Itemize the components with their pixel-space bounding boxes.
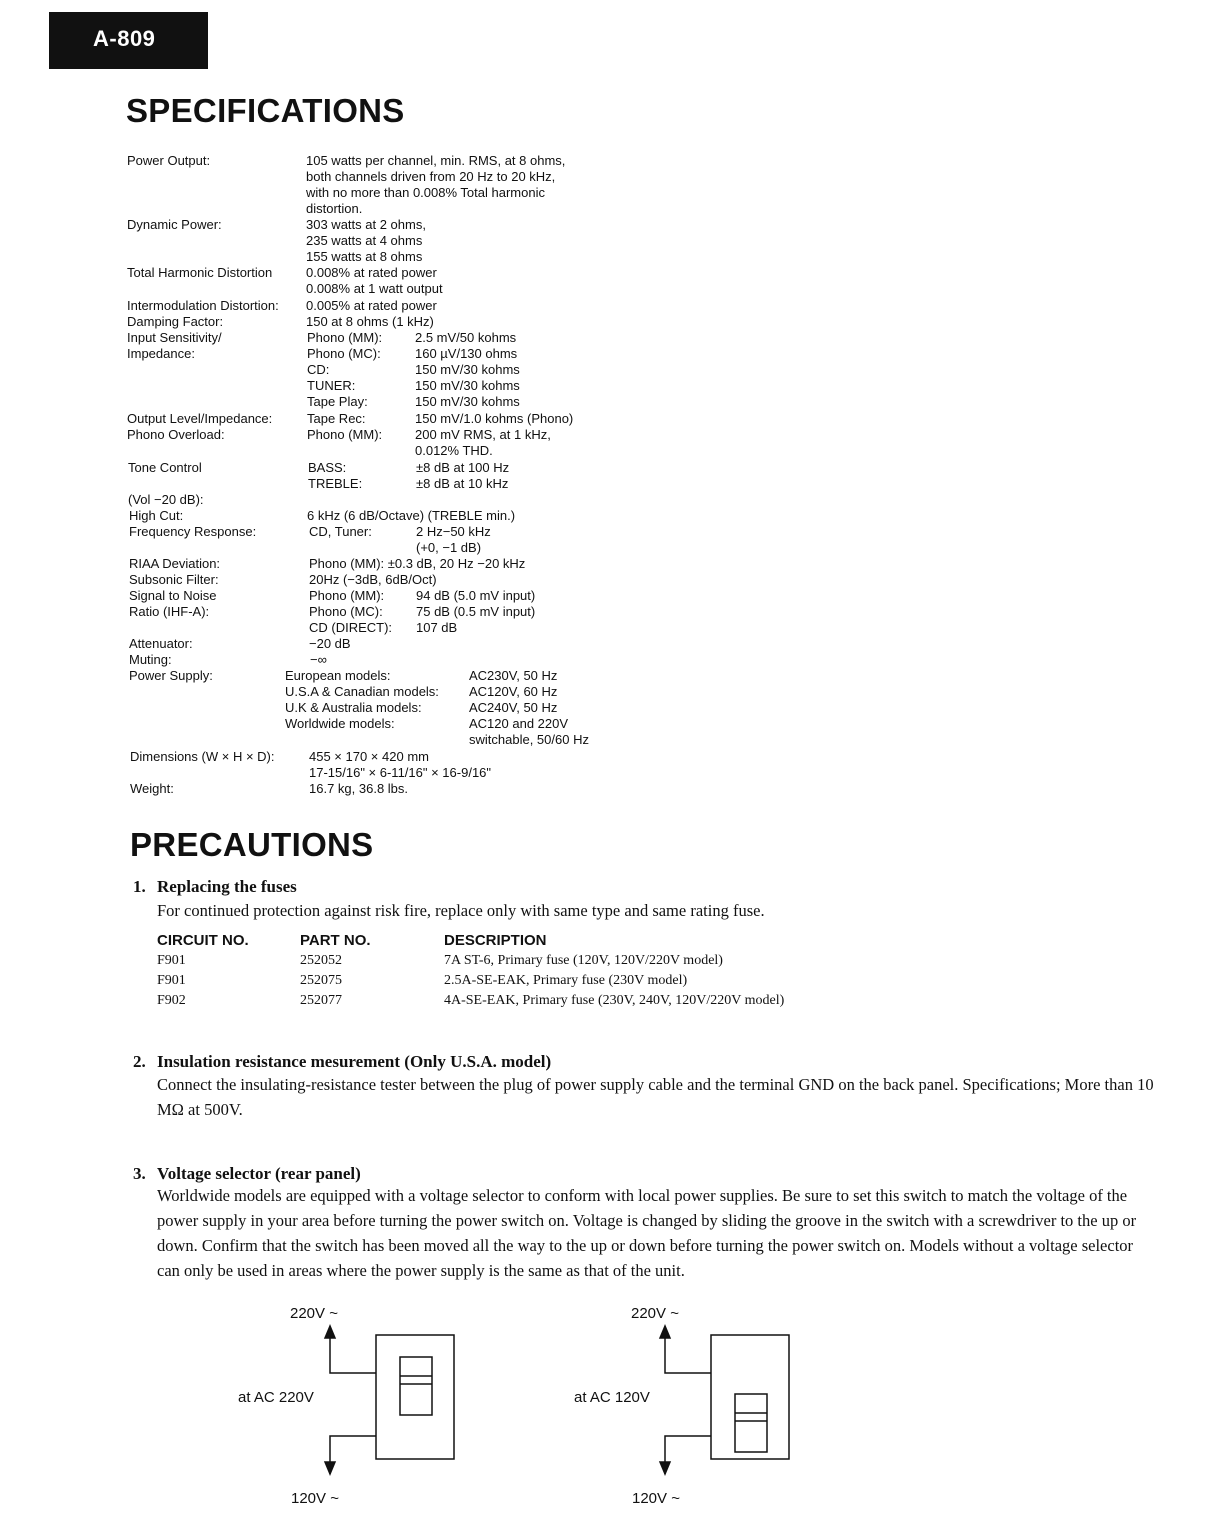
lead-line-upper — [665, 1338, 711, 1373]
spec-label — [130, 781, 174, 797]
spec-label — [129, 572, 219, 588]
spec-sub-value: 0.012% THD. — [415, 443, 493, 458]
spec-value-line: 0.005% at rated power — [306, 298, 437, 313]
spec-value — [307, 508, 515, 524]
spec-value-line: −20 dB — [309, 636, 351, 651]
switch-plate — [711, 1335, 789, 1459]
spec-sub-key: Phono (MC): — [309, 604, 383, 619]
spec-value — [306, 217, 426, 265]
spec-label-line: Subsonic Filter: — [129, 572, 219, 587]
diagram-top-label: 220V ~ — [631, 1305, 679, 1322]
lead-line-lower — [665, 1436, 711, 1474]
spec-sub-value: 107 dB — [416, 620, 458, 635]
spec-label-line: Frequency Response: — [129, 524, 257, 539]
fuse-cell-description: 2.5A-SE-EAK, Primary fuse (230V model) — [444, 973, 688, 988]
spec-sub-key: Phono (MM): — [307, 427, 383, 442]
spec-label — [130, 749, 274, 765]
precaution-2-body: Connect the insulating-resistance tester between the plug of power supply cable and the terminal GND on the back panel. Specifications; More than 10 MΩ at 500V. — [157, 1075, 1154, 1119]
spec-value-line: 235 watts at 4 ohms — [306, 233, 423, 248]
voltage-selector-drawing — [320, 1324, 480, 1474]
spec-sub-value: 150 mV/30 kohms — [415, 394, 520, 409]
spec-value-line: 16.7 kg, 36.8 lbs. — [309, 781, 409, 796]
spec-sub-key: Tape Rec: — [307, 411, 366, 426]
spec-label-line: RIAA Deviation: — [129, 556, 221, 571]
diagram-side-label: at AC 120V — [574, 1389, 650, 1406]
spec-sub-key: CD: — [307, 362, 330, 377]
arrow-up-icon — [325, 1326, 335, 1338]
lead-line-lower — [330, 1436, 376, 1474]
spec-label-line: Ratio (IHF-A): — [129, 604, 210, 619]
spec-sub-value: 200 mV RMS, at 1 kHz, — [415, 427, 551, 442]
fuse-cell-circuit: F901 — [157, 953, 186, 968]
spec-label — [127, 153, 210, 169]
spec-label-line: High Cut: — [129, 508, 184, 523]
spec-sub-key: CD, Tuner: — [309, 524, 372, 539]
spec-value-line: 105 watts per channel, min. RMS, at 8 ohms, — [306, 153, 566, 168]
spec-label-line: Muting: — [129, 652, 172, 667]
spec-sub-value: AC120 and 220V — [469, 716, 569, 731]
specifications-title: SPECIFICATIONS — [126, 92, 405, 129]
spec-label — [127, 217, 222, 233]
precaution-1-body: For continued protection against risk fire, replace only with same type and same rating fuse. — [157, 901, 765, 920]
spec-label-line: Impedance: — [127, 346, 195, 361]
precautions-title: PRECAUTIONS — [130, 826, 374, 863]
spec-label-line: Power Supply: — [129, 668, 213, 683]
spec-sub-key: BASS: — [308, 460, 347, 475]
fuse-cell-part: 252052 — [300, 953, 342, 968]
spec-label — [129, 556, 220, 572]
spec-value — [309, 749, 491, 781]
spec-sub-key: Phono (MC): — [307, 346, 381, 361]
spec-sub-value: AC120V, 60 Hz — [469, 684, 558, 699]
switch-plate — [376, 1335, 454, 1459]
spec-label — [128, 460, 204, 508]
spec-label-line: Dimensions (W × H × D): — [130, 749, 275, 764]
fuse-cell-description: 7A ST-6, Primary fuse (120V, 120V/220V model) — [444, 953, 723, 968]
fuse-cell-part: 252077 — [300, 993, 342, 1008]
spec-sub-key: Phono (MM): — [309, 588, 385, 603]
spec-label — [127, 314, 223, 330]
spec-value-line: both channels driven from 20 Hz to 20 kHz, — [306, 169, 556, 184]
spec-value — [306, 265, 443, 297]
spec-sub-value: 150 mV/30 kohms — [415, 362, 520, 377]
fuse-table-header-description: DESCRIPTION — [444, 932, 547, 949]
spec-label — [129, 588, 216, 620]
switch-slot — [735, 1394, 767, 1452]
spec-sub-key: TUNER: — [307, 378, 356, 393]
spec-sub-value: (+0, −1 dB) — [416, 540, 482, 555]
spec-sub-value: AC240V, 50 Hz — [469, 700, 558, 715]
model-badge — [49, 12, 208, 69]
spec-value — [309, 556, 525, 572]
spec-sub-value: 160 µV/130 ohms — [415, 346, 518, 361]
spec-value-line: distortion. — [306, 201, 363, 216]
spec-sub-value: 2 Hz−50 kHz — [416, 524, 491, 539]
spec-sub-key: Worldwide models: — [285, 716, 395, 731]
spec-label — [129, 652, 172, 668]
arrow-up-icon — [660, 1326, 670, 1338]
spec-sub-key: Phono (MM): — [307, 330, 383, 345]
spec-label-line: Phono Overload: — [127, 427, 225, 442]
spec-value-line: Phono (MM): ±0.3 dB, 20 Hz −20 kHz — [309, 556, 526, 571]
spec-label-line: Power Output: — [127, 153, 211, 168]
spec-value — [306, 298, 437, 314]
spec-label — [129, 668, 213, 684]
spec-value-line: with no more than 0.008% Total harmonic — [306, 185, 545, 200]
fuse-table-header-circuit: CIRCUIT NO. — [157, 932, 249, 949]
spec-value-line: 0.008% at 1 watt output — [306, 281, 443, 296]
switch-slot — [400, 1357, 432, 1415]
arrow-down-icon — [660, 1462, 670, 1474]
spec-sub-value: 150 mV/1.0 kohms (Phono) — [415, 411, 574, 426]
spec-value-line: 150 at 8 ohms (1 kHz) — [306, 314, 434, 329]
fuse-cell-part: 252075 — [300, 973, 342, 988]
spec-label-line: Dynamic Power: — [127, 217, 222, 232]
spec-label — [127, 265, 272, 281]
spec-label-line: Damping Factor: — [127, 314, 224, 329]
spec-label-line: Signal to Noise — [129, 588, 217, 603]
spec-sub-key: Tape Play: — [307, 394, 368, 409]
spec-label — [129, 524, 256, 540]
precaution-3-title: Voltage selector (rear panel) — [157, 1164, 361, 1183]
spec-label-line: Tone Control — [128, 460, 202, 475]
spec-label-line: Output Level/Impedance: — [127, 411, 273, 426]
spec-sub-value: 75 dB (0.5 mV input) — [416, 604, 536, 619]
spec-sub-key: CD (DIRECT): — [309, 620, 393, 635]
lead-line-upper — [330, 1338, 376, 1373]
spec-value-line: 17-15/16" × 6-11/16" × 16-9/16" — [309, 765, 492, 780]
spec-sub-value: 2.5 mV/50 kohms — [415, 330, 517, 345]
spec-value — [309, 572, 437, 588]
spec-sub-value: ±8 dB at 10 kHz — [416, 476, 509, 491]
spec-label — [127, 330, 222, 362]
spec-sub-value: AC230V, 50 Hz — [469, 668, 558, 683]
spec-label — [129, 636, 193, 652]
spec-value — [306, 314, 434, 330]
spec-value — [309, 636, 351, 652]
voltage-selector-drawing — [655, 1324, 815, 1474]
spec-label-line: Total Harmonic Distortion — [127, 265, 273, 280]
precaution-3-number: 3. — [133, 1164, 146, 1183]
arrow-down-icon — [325, 1462, 335, 1474]
spec-sub-key: U.K & Australia models: — [285, 700, 422, 715]
spec-label-line: Input Sensitivity/ — [127, 330, 222, 345]
model-number: A-809 — [93, 26, 156, 51]
fuse-cell-circuit: F901 — [157, 973, 186, 988]
spec-value — [310, 652, 327, 668]
diagram-bottom-label: 120V ~ — [632, 1490, 680, 1507]
spec-value-line: 6 kHz (6 dB/Octave) (TREBLE min.) — [307, 508, 516, 523]
spec-sub-value: 94 dB (5.0 mV input) — [416, 588, 536, 603]
spec-value-line: 303 watts at 2 ohms, — [306, 217, 426, 232]
spec-label — [127, 298, 279, 314]
precaution-1-number: 1. — [133, 877, 146, 896]
spec-label-line: Intermodulation Distortion: — [127, 298, 279, 313]
precaution-3-body: Worldwide models are equipped with a voltage selector to conform with local power supplies. Be sure to set this switch to match the voltage of the power supply in your area before turning the power switch on. Voltage is changed by sliding the groove in the switch with a screwdriver to the up or down. Confirm that the switch has been moved all the way to the up or down before turning the power switch on. Models without a voltage selector can only be used in areas where the power supply is the same as that of the unit. — [157, 1186, 1137, 1280]
spec-sub-value: switchable, 50/60 Hz — [469, 732, 589, 747]
spec-label — [127, 427, 225, 443]
spec-sub-key: European models: — [285, 668, 391, 683]
diagram-bottom-label: 120V ~ — [291, 1490, 339, 1507]
spec-value — [309, 781, 408, 797]
fuse-table-header-part: PART NO. — [300, 932, 371, 949]
precaution-2-title: Insulation resistance mesurement (Only U.S.A. model) — [157, 1052, 552, 1071]
spec-label — [129, 508, 183, 524]
spec-sub-key: TREBLE: — [308, 476, 363, 491]
fuse-cell-circuit: F902 — [157, 993, 186, 1008]
spec-value-line: 455 × 170 × 420 mm — [309, 749, 429, 764]
spec-label-line: (Vol −20 dB): — [128, 492, 204, 507]
spec-value-line: −∞ — [310, 652, 327, 667]
diagram-side-label: at AC 220V — [238, 1389, 314, 1406]
spec-label-line: Weight: — [130, 781, 174, 796]
fuse-cell-description: 4A-SE-EAK, Primary fuse (230V, 240V, 120V/220V model) — [444, 993, 785, 1008]
spec-value-line: 155 watts at 8 ohms — [306, 249, 423, 264]
spec-value — [306, 153, 565, 217]
spec-value-line: 20Hz (−3dB, 6dB/Oct) — [309, 572, 437, 587]
spec-sub-key: U.S.A & Canadian models: — [285, 684, 439, 699]
spec-label-line: Attenuator: — [129, 636, 193, 651]
precaution-2-number: 2. — [133, 1052, 146, 1071]
spec-label — [127, 411, 272, 427]
spec-value-line: 0.008% at rated power — [306, 265, 437, 280]
spec-sub-value: 150 mV/30 kohms — [415, 378, 520, 393]
spec-sub-value: ±8 dB at 100 Hz — [416, 460, 510, 475]
precaution-1-title: Replacing the fuses — [157, 877, 297, 896]
diagram-top-label: 220V ~ — [290, 1305, 338, 1322]
